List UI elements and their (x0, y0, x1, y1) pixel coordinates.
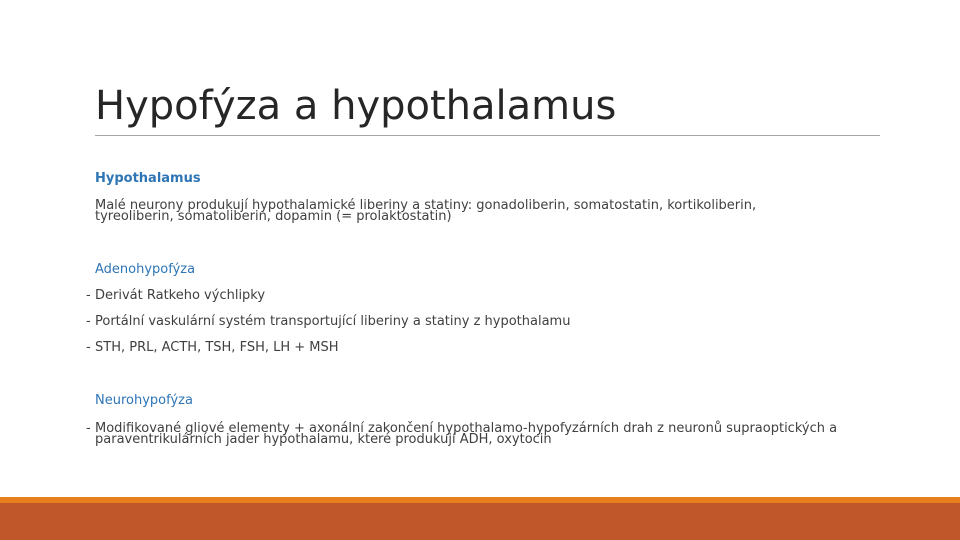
slide-title: Hypofýza a hypothalamus (95, 83, 617, 129)
heading-adenohypofyza: Adenohypofýza (95, 262, 196, 277)
title-divider (95, 135, 880, 136)
bullet-item (86, 314, 570, 329)
bullet-marker: - (86, 340, 91, 355)
hypothalamus-text-line-1: Malé neurony produkují hypothalamické liberiny a statiny: gonadoliberin, somatostatin, kortikoliberin, (95, 198, 757, 213)
neurohypofyza-text (86, 423, 837, 445)
bullet-text: Derivát Ratkeho výchlipky (95, 288, 266, 303)
bullet-item (86, 340, 339, 355)
bullet-marker: - (86, 314, 91, 329)
bullet-text: STH, PRL, ACTH, TSH, FSH, LH + MSH (95, 340, 339, 355)
footer-bar (0, 503, 960, 540)
bullet-text: Portální vaskulární systém transportující liberiny a statiny z hypothalamu (95, 314, 571, 329)
hypothalamus-text (95, 200, 756, 222)
hypothalamus-text-line-2: tyreoliberin, somatoliberin, dopamin (= prolaktostatin) (95, 209, 452, 224)
bullet-marker: - (86, 421, 91, 436)
bullet-item (86, 288, 265, 303)
neurohypofyza-line-1-text: Modifikované gliové elementy + axonální zakončení hypothalamo-hypofyzárních drah z neuronů supraoptických a (95, 421, 838, 436)
neurohypofyza-line-2-text: paraventrikulárních jader hypothalamu, které produkují ADH, oxytocin (95, 432, 552, 447)
bullet-marker: - (86, 288, 91, 303)
heading-neurohypofyza: Neurohypofýza (95, 393, 193, 408)
heading-hypothalamus: Hypothalamus (95, 171, 201, 186)
